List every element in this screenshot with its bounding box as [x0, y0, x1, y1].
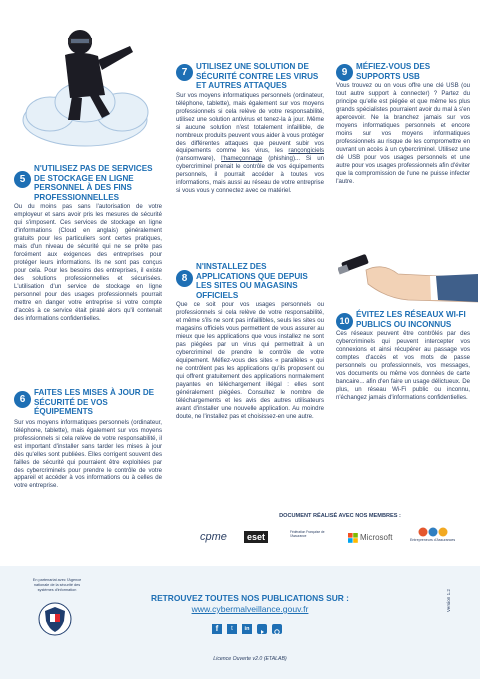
version-label: Version 1.2 — [446, 589, 451, 612]
section-9-body: Vous trouvez ou on vous offre une clé USB (ou tout autre support à connecter) ? Partez du principe qu'elle est piégée et que même les plus grands spécialistes pourraient avoir du mal à s'en apercevoir. Ne la branchez jamais sur vos moyens informatiques personnels et encore moins sur vos moyens informatiques professionnels au risque de les compromettre en ouvrant un accès à un cybercriminel. Utilisez une clé USB pour vos usages personnels et une autre pour vos usages professionnels afin d'éviter que la compromission de l'une ne puisse infecter l'autre. — [336, 82, 470, 185]
section-6 — [14, 388, 162, 490]
section-5-title: N'UTILISEZ PAS DE SERVICES DE STOCKAGE EN LIGNE PERSONNEL À DES FINS PROFESSIONNELLES — [34, 164, 153, 202]
license-text: Licence Ouverte v2.0 (ETALAB) — [213, 656, 287, 662]
section-10-title: ÉVITEZ LES RÉSEAUX WI-FI PUBLICS OU INCONNUS — [356, 310, 466, 329]
footer — [0, 566, 480, 679]
section-9 — [336, 62, 470, 186]
facebook-icon[interactable]: f — [212, 624, 222, 634]
eset-logo: eset — [244, 531, 268, 543]
section-7 — [176, 62, 324, 195]
ransomware-link[interactable]: rançongiciels — [288, 147, 324, 155]
members-heading: DOCUMENT RÉALISÉ AVEC NOS MEMBRES : — [279, 513, 401, 519]
section-7-number-badge: 7 — [176, 64, 193, 81]
section-8-number-badge: 8 — [176, 270, 193, 287]
youtube-icon[interactable] — [257, 624, 267, 634]
section-7-body-part-a: Sur vos moyens informatiques personnels (ordinateur, téléphone, tablette), mais également sur vos moyens professionnels si cela relève de votre responsabilité, utilisez une solution antivirus et tenez-la à jour. Même si aucune solution n'est totalement infaillible, de nombreux produits peuvent vous aider à vous protéger des différentes attaques que peuvent subir vos équipements comme les virus, les — [176, 91, 324, 155]
instagram-icon[interactable] — [272, 624, 282, 634]
publications-cta: RETROUVEZ TOUTES NOS PUBLICATIONS SUR : — [151, 593, 349, 603]
twitter-icon[interactable]: t — [227, 624, 237, 634]
section-7-body — [176, 92, 324, 195]
microsoft-logo: Microsoft — [348, 532, 400, 544]
social-icons — [212, 624, 292, 636]
anssi-logo — [38, 602, 72, 636]
section-7-title: UTILISEZ UNE SOLUTION DE SÉCURITÉ CONTRE LES VIRUS ET AUTRES ATTAQUES — [196, 62, 319, 91]
linkedin-icon[interactable]: in — [242, 624, 252, 634]
section-7-body-part-b: (ransomware), — [176, 155, 216, 163]
section-8-title: N'INSTALLEZ DES APPLICATIONS QUE DEPUIS LES SITES OU MAGASINS OFFICIELS — [196, 262, 308, 300]
hand-icon — [366, 267, 478, 302]
cpme-logo: cpme — [200, 531, 227, 543]
entrepreneurs-assurances-logo: Entrepreneurs d'Assurances — [410, 527, 462, 551]
ffa-logo: Fédération Française de l'Assurance — [290, 530, 325, 538]
hacker-illustration — [10, 10, 160, 160]
ea-circles-icon — [418, 527, 448, 537]
section-5-body: Ou du moins pas sans l'autorisation de votre employeur et sans avoir pris les mesures de sécurité qui s'imposent. Ces services de stockage en ligne d'informations (Cloud en anglais) généralement gratuits pour les particuliers sont certes pratiques, mais d'un niveau de sécurité qui ne se prête pas forcément aux exigences des entreprises pour protéger leurs informations. Ils ne sont pas conçus pour cela. Pour les besoins des entreprises, il existe des solutions professionnelles et sécurisées. L'utilisation d'un service de stockage en ligne personnel pour des usages professionnels pourrait mettre en danger votre entreprise si votre compte d'accès à ce service était piraté alors qu'il contenait des informations confidentielles. — [14, 203, 162, 322]
usb-key-icon — [338, 254, 369, 275]
members-logos — [186, 527, 476, 551]
anssi-partner-text: En partenariat avec l'Agence nationale de la sécurité des systèmes d'information — [32, 578, 82, 592]
microsoft-icon — [348, 533, 358, 543]
section-9-title: MÉFIEZ-VOUS DES SUPPORTS USB — [356, 62, 431, 81]
section-5 — [14, 164, 162, 323]
section-6-title: FAITES LES MISES À JOUR DE SÉCURITÉ DE VOS ÉQUIPEMENTS — [34, 388, 155, 417]
section-8 — [176, 262, 324, 421]
website-link[interactable]: www.cybermalveillance.gouv.fr — [191, 604, 309, 614]
section-9-number-badge: 9 — [336, 64, 353, 81]
section-10-number-badge: 10 — [336, 313, 353, 330]
section-5-number-badge: 5 — [14, 171, 31, 188]
section-7-body-part-c: (phishing)... Si un cybercriminel prenait le contrôle de vos équipements personnels, il pourrait accéder à toutes vos informations, mais aussi au réseau de votre entreprise si vous vous y connectez avec ce matériel. — [176, 155, 325, 195]
usb-key-illustration — [338, 244, 478, 304]
anssi-shield-icon — [38, 602, 72, 636]
section-6-number-badge: 6 — [14, 391, 31, 408]
section-10-body: Ces réseaux peuvent être contrôlés par des cybercriminels qui peuvent intercepter vos connexions et ainsi récupérer au passage vos comptes d'accès et vos mots de passe personnels ou professionnels, vos messages, vos documents ou même vos données de carte bancaire... afin d'en faire un usage délictueux. De plus, un réseau Wi-Fi public ou inconnu, n'échangez jamais d'informations confidentielles. — [336, 330, 470, 401]
phishing-link[interactable]: l'hameçonnage — [221, 155, 263, 163]
section-8-body: Que ce soit pour vos usages personnels ou professionnels si cela relève de votre responsabilité, et même s'ils ne sont pas infaillibles, seuls les sites ou magasins officiels vous permettent de vous assurer au mieux que les applications que vous installez ne sont pas piégées par un virus qui permettrait à un cybercriminel de prendre le contrôle de votre équipement. Méfiez-vous des sites « parallèles » qui ne contrôlent pas les applications qu'ils proposent ou qui offrent gratuitement des applications normalement payantes en téléchargement illégal : elles sont généralement piégées. Consultez le nombre de téléchargements et les avis des autres utilisateurs avant d'installer une nouvelle application. Au moindre doute, ne l'installez pas et choisissez-en une autre. — [176, 301, 324, 420]
section-6-body: Sur vos moyens informatiques personnels (ordinateur, téléphone, tablette), mais également sur vos moyens professionnels si cela relève de votre responsabilité, il est important d'installer sans tarder les mises à jour dès qu'elles sont publiées. Elles corrigent souvent des failles de sécurité qui pourraient être exploitées par des cybercriminels pour prendre le contrôle de votre appareil et accéder à vos informations ou à celles de votre entreprise. — [14, 418, 162, 490]
section-10 — [336, 310, 470, 402]
